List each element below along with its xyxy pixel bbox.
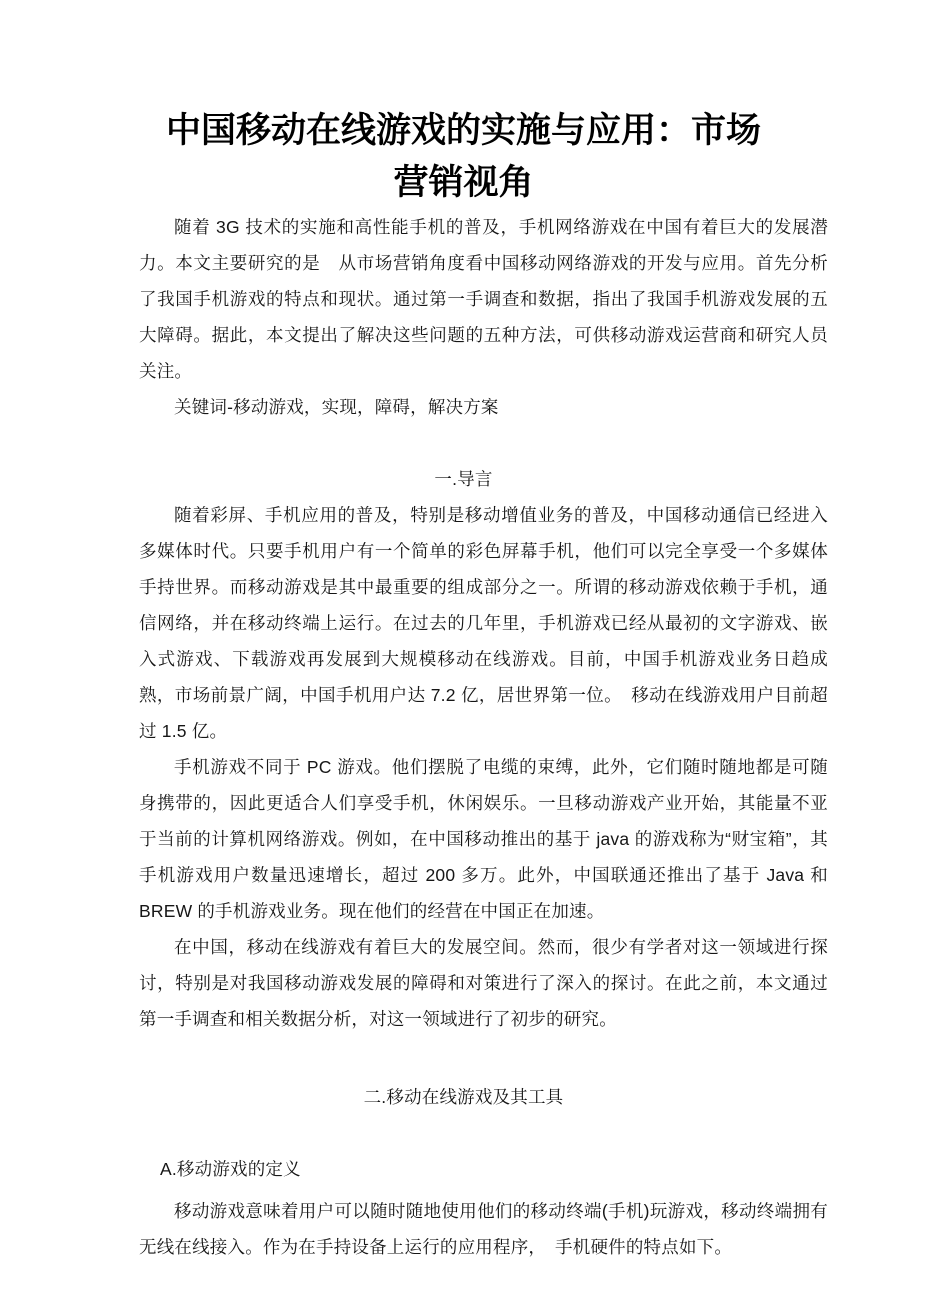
document-title-line-1: 中国移动在线游戏的实施与应用：市场 — [165, 111, 761, 150]
section-1-paragraph-1: 随着彩屏、手机应用的普及，特别是移动增值业务的普及，中国移动通信已经进入多媒体时代。只要手机用户有一个简单的彩色屏幕手机，他们可以完全享受一个多媒体手持世界。而移动游戏是其中最重要的组成部分之一。所谓的移动游戏依赖于手机，通信网络，并在移动终端上运行。在过去的几年里，手机游戏已经从最初的文字游戏、嵌入式游戏、下载游戏再发展到大规模移动在线游戏。目前，中国手机游戏业务日趋成熟，市场前景广阔，中国手机用户达 7.2 亿，居世界第一位。 移动在线游戏用户目前超过 1.5 亿。 — [139, 505, 828, 741]
keywords-line: 关键词-移动游戏，实现，障碍，解决方案 — [174, 397, 499, 417]
section-2-heading: 二.移动在线游戏及其工具 — [363, 1087, 564, 1107]
subsection-a-heading: A.移动游戏的定义 — [160, 1159, 301, 1179]
document-title — [119, 105, 808, 209]
abstract-paragraph: 随着 3G 技术的实施和高性能手机的普及，手机网络游戏在中国有着巨大的发展潜力。本文主要研究的是 从市场营销角度看中国移动网络游戏的开发与应用。首先分析了我国手机游戏的特点和现状。通过第一手调查和数据，指出了我国手机游戏发展的五大障碍。据此，本文提出了解决这些问题的五种方法，可供移动游戏运营商和研究人员关注。 — [139, 217, 828, 381]
subsection-a-paragraph-1: 移动游戏意味着用户可以随时随地使用他们的移动终端(手机)玩游戏，移动终端拥有无线在线接入。作为在手持设备上运行的应用程序， 手机硬件的特点如下。 — [139, 1201, 828, 1257]
document-title-line-2: 营销视角 — [393, 163, 534, 202]
section-1-paragraph-3: 在中国，移动在线游戏有着巨大的发展空间。然而，很少有学者对这一领域进行探讨，特别是对我国移动游戏发展的障碍和对策进行了深入的探讨。在此之前，本文通过第一手调查和相关数据分析，对这一领域进行了初步的研究。 — [139, 937, 828, 1029]
section-1-paragraph-2: 手机游戏不同于 PC 游戏。他们摆脱了电缆的束缚，此外，它们随时随地都是可随身携带的，因此更适合人们享受手机，休闲娱乐。一旦移动游戏产业开始，其能量不亚于当前的计算机网络游戏。例如，在中国移动推出的基于 java 的游戏称为“财宝箱”，其手机游戏用户数量迅速增长，超过 200 多万。此外，中国联通还推出了基于 Java 和 BREW 的手机游戏业务。现在他们的经营在中国正在加速。 — [139, 757, 828, 921]
section-1-heading: 一.导言 — [434, 469, 493, 489]
